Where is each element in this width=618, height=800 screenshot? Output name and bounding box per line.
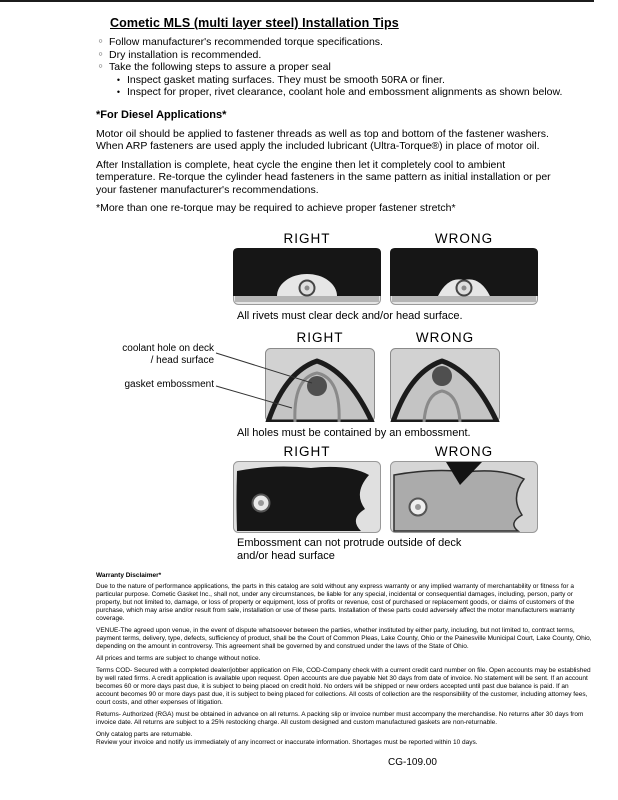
- tip-text: Take the following steps to assure a proper seal: [109, 61, 331, 73]
- warranty-paragraph: VENUE-The agreed upon venue, in the event of dispute whatsoever between the parties, whether instituted by either party, including, but not limited to, contract terms, payment terms, delivery, type, defects, sufficiency of product, shall be the Court of Common Pleas, Lake County, Ohio or the Painesville Municipal Court, Lake County, Ohio, depending on the amount in controversy. This agreement shall be governed by and construed under the laws of the State of Ohio.: [96, 627, 592, 650]
- warranty-paragraph: Review your invoice and notify us immediately of any incorrect or inaccurate information. Shortages must be reported within 10 days.: [96, 739, 478, 746]
- embossment-wrong-diagram: [390, 461, 538, 533]
- tip-item: [96, 36, 590, 49]
- warranty-paragraph: Returns- Authorized (RGA) must be obtained in advance on all returns. A packing slip or invoice number must accompany the merchandise. No returns after 30 days from invoice date. All returns are subject to a 25% restocking charge. All custom designed and custom manufactured gaskets are non-returnable.: [96, 711, 584, 726]
- diagram-caption: All holes must be contained by an embossment.: [237, 427, 471, 439]
- diagram-caption: All rivets must clear deck and/or head surface.: [237, 310, 463, 322]
- right-label: RIGHT: [296, 330, 344, 345]
- installation-tips-list: [96, 36, 590, 99]
- wrong-label: WRONG: [415, 330, 475, 345]
- sub-tip-text: Inspect gasket mating surfaces. They must be smooth 50RA or finer.: [127, 73, 445, 86]
- circle-bullet-icon: ○: [98, 63, 103, 70]
- tip-text: Follow manufacturer's recommended torque specifications.: [109, 36, 383, 48]
- warranty-paragraph: All prices and terms are subject to change without notice.: [96, 655, 261, 662]
- page-title: Cometic MLS (multi layer steel) Installation Tips: [110, 16, 399, 30]
- circle-bullet-icon: ○: [98, 50, 103, 58]
- retorque-note: *More than one re-torque may be required to achieve proper fastener stretch*: [96, 202, 456, 214]
- diagram-section: [0, 229, 618, 569]
- callout-coolant-hole: coolant hole on deck / head surface: [122, 343, 214, 366]
- coolant-hole-right-diagram: [265, 348, 375, 422]
- page-top-rule: [0, 0, 594, 2]
- coolant-hole-wrong-diagram: [390, 348, 500, 422]
- coolant-hole-icon: [432, 366, 452, 386]
- dot-bullet-icon: •: [116, 87, 121, 97]
- diesel-paragraph: Motor oil should be applied to fastener threads as well as top and bottom of the fastener washers. When ARP fasteners are used apply the included lubricant (Ultra-Torque®) in place of motor oil.: [96, 127, 549, 152]
- sub-tip-item: [114, 86, 590, 99]
- diesel-paragraph: After Installation is complete, heat cycle the engine then let it completely cool to ambient temperature. Re-torque the cylinder head fasteners in the same pattern as initial installation or per your fastener manufacturer's recommendations.: [96, 158, 551, 196]
- right-label: RIGHT: [283, 231, 331, 246]
- rivet-wrong-diagram: [390, 248, 538, 305]
- tip-item: [96, 61, 590, 74]
- wrong-label: WRONG: [434, 444, 494, 459]
- warranty-paragraph: Due to the nature of performance applications, the parts in this catalog are sold without any express warranty or any implied warranty of merchantability or fitness for a particular purpose. Cometic Gasket Inc., shall not, under any circumstances, be liable for any special, incidental or consequential damages, including, person, party or property, but not limited to, damage, or loss of property or equipment, loss of profits or revenue, cost of purchased or replacement goods, or claims of customers of the purchase, which may arise and/or result from sale, installation or use of these parts. Installation of these parts could adversely affect the motor manufacturers warranty coverage.: [96, 583, 575, 622]
- circle-bullet-icon: ○: [98, 38, 103, 45]
- rivet-right-diagram: [233, 248, 381, 305]
- intro-section: [0, 0, 618, 215]
- dot-bullet-icon: •: [116, 74, 121, 85]
- sub-tip-text: Inspect for proper, rivet clearance, coolant hole and embossment alignments as shown below.: [127, 86, 563, 98]
- wrong-label: WRONG: [434, 231, 494, 246]
- coolant-hole-icon: [307, 376, 327, 396]
- diesel-applications-heading: *For Diesel Applications*: [96, 108, 227, 121]
- embossment-right-diagram: [233, 461, 381, 533]
- tip-text: Dry installation is recommended.: [109, 48, 262, 61]
- right-label: RIGHT: [283, 444, 331, 459]
- tip-item: [96, 49, 590, 62]
- warranty-paragraph: Only catalog parts are returnable.: [96, 731, 193, 738]
- warranty-section: [96, 572, 593, 751]
- sub-tip-item: [114, 74, 590, 87]
- page-code: CG-109.00: [388, 757, 437, 768]
- warranty-heading: Warranty Disclaimer*: [96, 572, 162, 579]
- diagram-caption: Embossment can not protrude outside of deck and/or head surface: [237, 537, 462, 562]
- callout-gasket-embossment: gasket embossment: [124, 379, 214, 390]
- warranty-paragraph: Terms COD- Secured with a completed dealer/jobber application on File, COD-Company check with a current credit card number on file. Open accounts may be established by well rated firms. A credit application is available upon request. Open accounts are due payable Net 30 days from date of invoice. No statement will be sent. If an account becomes 60 or more days past due, it is subject to being placed on credit hold. No orders will be shipped or new orders accepted until past due balance is paid. If an account becomes 90 or more days past due, it is subject to being placed for collections. All costs of collection are the responsibility of the customer, including attorney fees, court costs, and other expenses of litigation.: [96, 667, 591, 706]
